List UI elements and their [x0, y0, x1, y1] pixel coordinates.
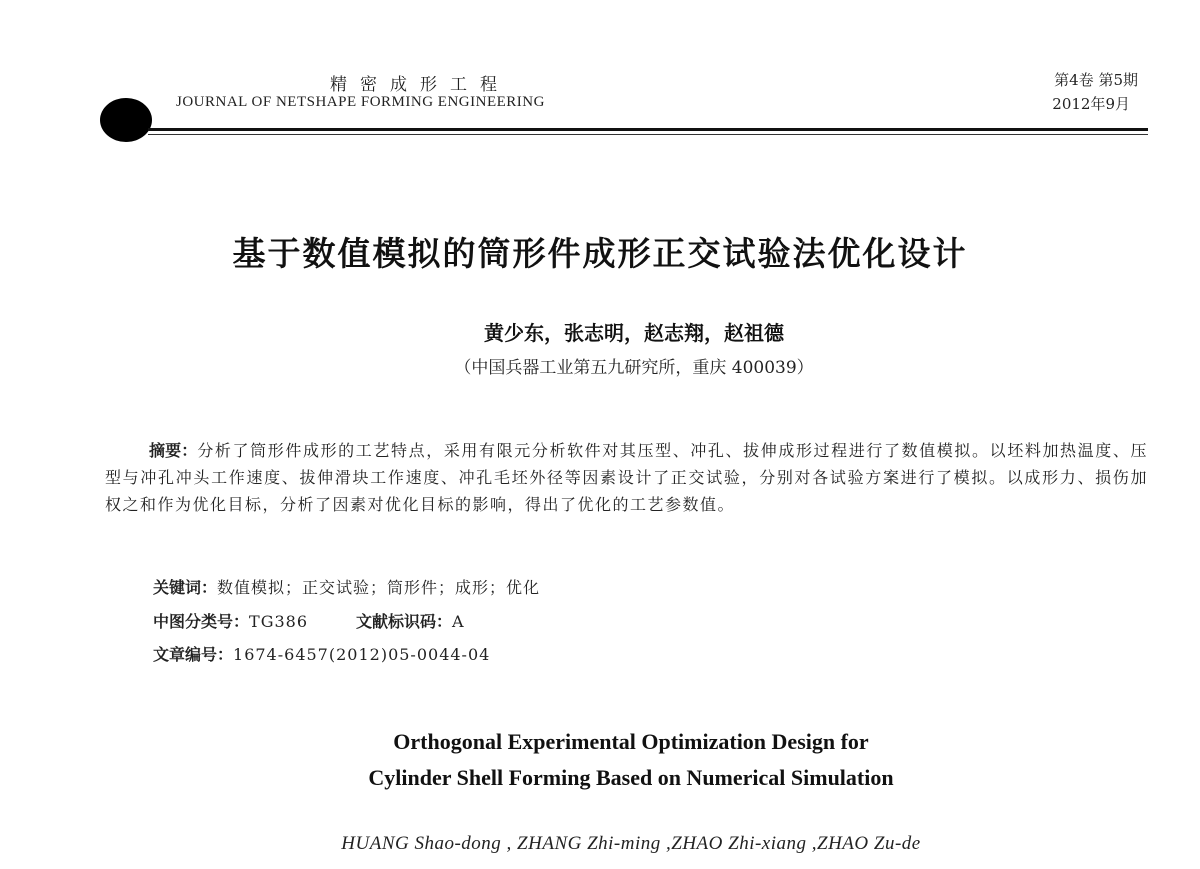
article-title-en-line2: Cylinder Shell Forming Based on Numerical Simulation [368, 765, 894, 790]
clc-number: TG386 [249, 612, 309, 631]
journal-title-cn: 精密成形工程 [330, 75, 510, 95]
keywords-line [153, 575, 540, 598]
abstract-label: 摘要： [149, 441, 198, 460]
article-number: 1674-6457(2012)05-0044-04 [233, 645, 491, 664]
article-number-label: 文章编号： [153, 645, 234, 664]
affiliation-cn: （中国兵器工业第五九研究所，重庆 400039） [454, 358, 814, 378]
keywords: 数值模拟；正交试验；筒形件；成形；优化 [217, 578, 541, 597]
abstract-text: 分析了筒形件成形的工艺特点，采用有限元分析软件对其压型、冲孔、拔伸成形过程进行了数值模拟。以坯料加热温度、压型与冲孔冲头工作速度、拔伸滑块工作速度、冲孔毛坯外径等因素设计了正交试验，分别对各试验方案进行了模拟。以成形力、损伤加权之和作为优化目标，分析了因素对优化目标的影响，得出了优化的工艺参数值。 [105, 441, 1148, 514]
clc-label: 中图分类号： [153, 612, 250, 631]
journal-title-en: JOURNAL OF NETSHAPE FORMING ENGINEERING [176, 94, 545, 110]
article-title-cn: 基于数值模拟的筒形件成形正交试验法优化设计 [232, 234, 968, 273]
header-rule-thin [148, 134, 1148, 135]
article-title-en-line1: Orthogonal Experimental Optimization Design for [393, 729, 869, 754]
journal-logo-dot [100, 98, 152, 142]
abstract-cn [105, 437, 1148, 518]
authors-cn: 黄少东，张志明，赵志翔，赵祖德 [484, 321, 784, 345]
issue-date: 2012年9月 [1052, 95, 1130, 113]
doc-code: A [452, 612, 465, 631]
keywords-label: 关键词： [153, 578, 218, 597]
header-rule-thick [148, 128, 1148, 131]
doc-code-label: 文献标识码： [356, 612, 453, 631]
volume-issue: 第4卷 第5期 [1054, 71, 1138, 89]
article-number-line [153, 642, 490, 665]
authors-en: HUANG Shao-dong , ZHANG Zhi-ming ,ZHAO Zhi-xiang ,ZHAO Zu-de [341, 833, 921, 854]
classification-line [153, 609, 465, 632]
